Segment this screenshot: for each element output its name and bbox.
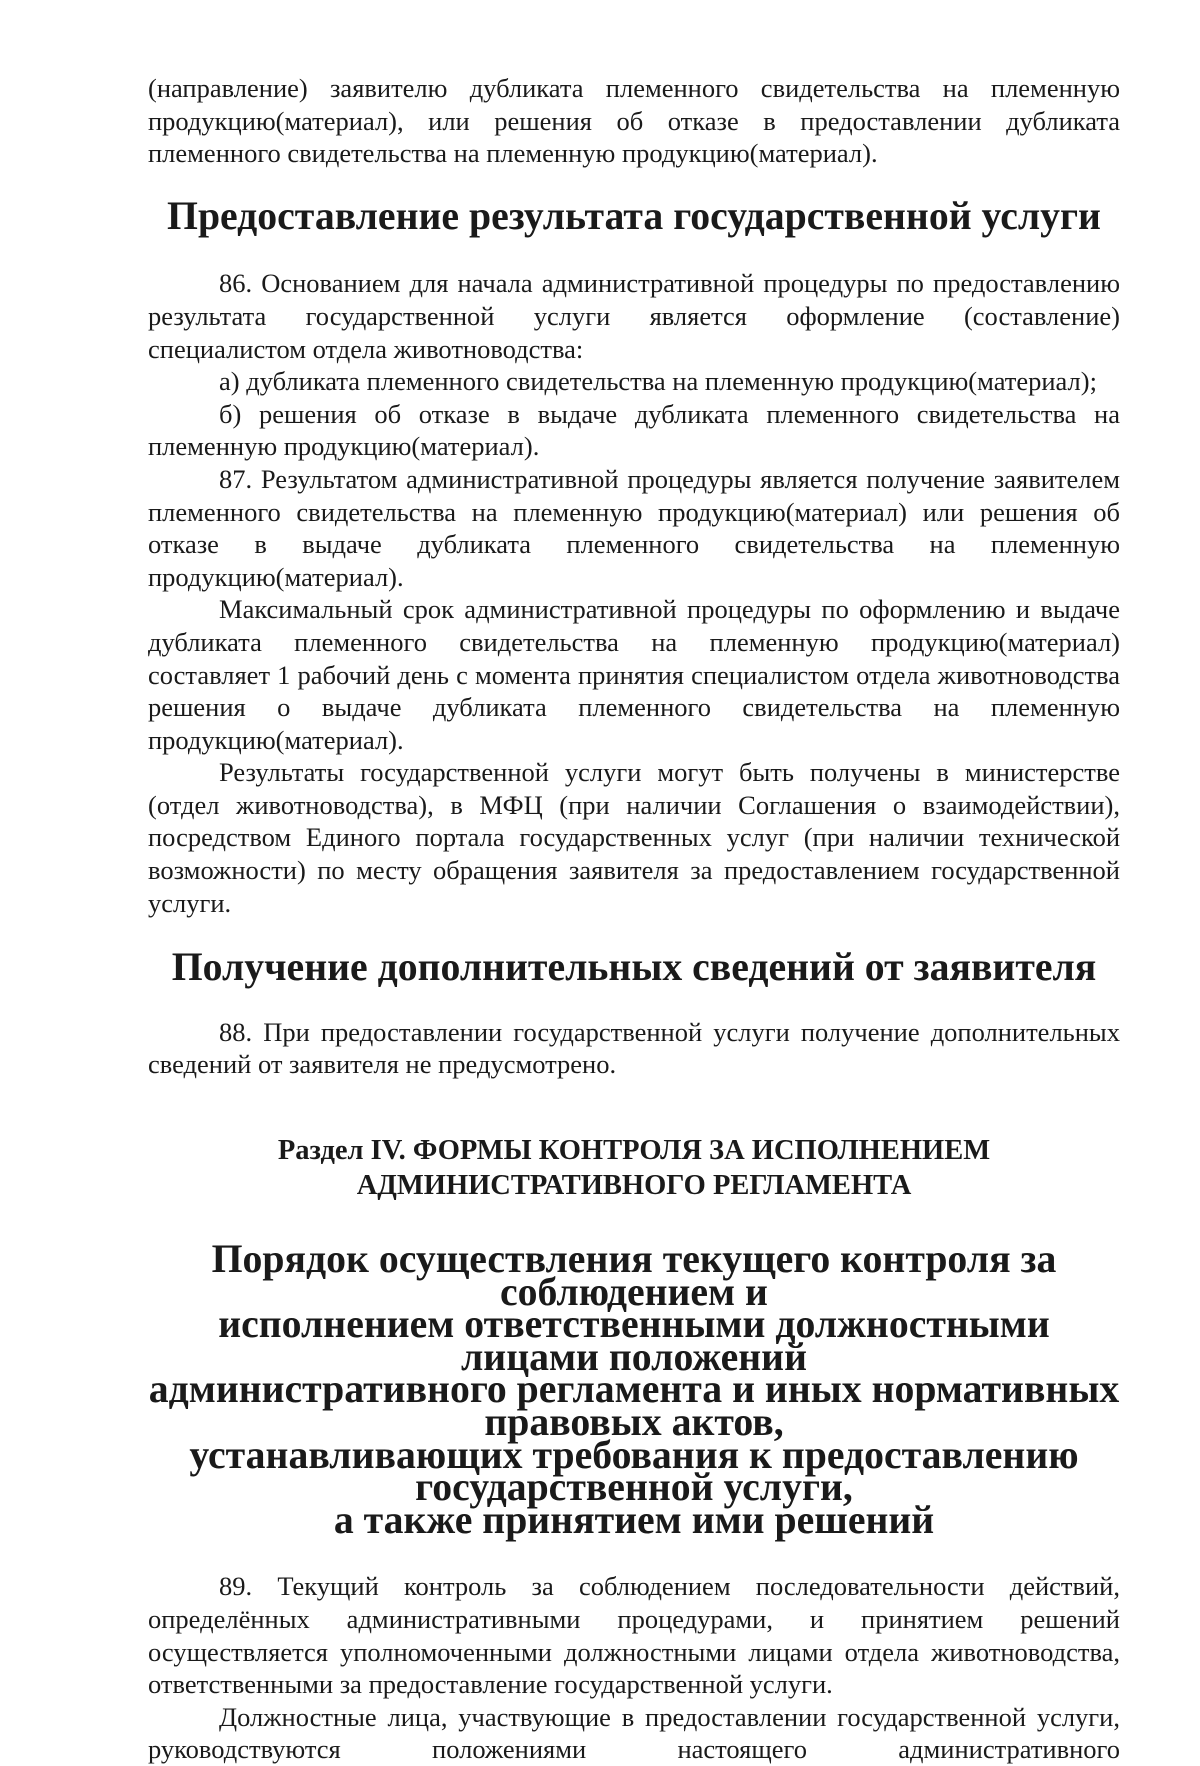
heading-control-order xyxy=(148,1237,1120,1542)
paragraph-86: 86. Основанием для начала административной процедуры по предоставлению результата государственной услуги является оформление (составление) специалистом отдела животноводства: xyxy=(148,268,1120,364)
heading-result-provision: Предоставление результата государственной услуги xyxy=(167,193,1101,238)
paragraph-86-b: б) решения об отказе в выдаче дубликата племенного свидетельства на племенную продукцию(материал). xyxy=(148,398,1120,462)
paragraph-88: 88. При предоставлении государственной услуги получение дополнительных сведений от заявителя не предусмотрено. xyxy=(148,1016,1120,1080)
paragraph-87: 87. Результатом административной процедуры является получение заявителем племенного свидетельства на племенную продукцию(материал) или решения об отказе в выдаче дубликата племенного свидетельства на племенную продукцию(материал). xyxy=(148,463,1120,592)
document-page xyxy=(148,72,1120,1766)
control-order-line-5: а также принятием ими решений xyxy=(333,1497,935,1542)
section-heading-line-2: АДМИНИСТРАТИВНОГО РЕГЛАМЕНТА xyxy=(356,1170,912,1202)
control-order-line-2: исполнением ответственными должностными лицами положений xyxy=(218,1302,1050,1379)
section-heading xyxy=(148,1133,1120,1203)
section-heading-line-1: Раздел IV. ФОРМЫ КОНТРОЛЯ ЗА ИСПОЛНЕНИЕМ xyxy=(277,1135,991,1167)
paragraph-89: 89. Текущий контроль за соблюдением последовательности действий, определённых административными процедурами, и принятием решений осуществляется уполномоченными должностными лицами отдела животноводства, ответственными за предоставление государственной услуги. xyxy=(148,1571,1120,1700)
control-order-line-3: административного регламента и иных нормативных правовых актов, xyxy=(148,1367,1120,1444)
paragraph-87-term: Максимальный срок административной процедуры по оформлению и выдаче дубликата племенного свидетельства на племенную продукцию(материал) составляет 1 рабочий день с момента принятия специалистом отдела животноводства решения о выдаче дубликата племенного свидетельства на племенную продукцию(материал). xyxy=(148,594,1120,755)
paragraph-89-officials: Должностные лица, участвующие в предоставлении государственной услуги, руководствуются положениями настоящего административного xyxy=(148,1701,1120,1765)
paragraph-86-a: а) дубликата племенного свидетельства на племенную продукцию(материал); xyxy=(219,366,1097,397)
control-order-line-1: Порядок осуществления текущего контроля за соблюдением и xyxy=(211,1237,1057,1314)
control-order-line-4: устанавливающих требования к предоставлению государственной услуги, xyxy=(189,1432,1079,1510)
heading-additional-info: Получение дополнительных сведений от заявителя xyxy=(171,945,1097,990)
paragraph-87-results: Результаты государственной услуги могут быть получены в министерстве (отдел животноводства), в МФЦ (при наличии Соглашения о взаимодействии), посредством Единого портала государственных услуг (при наличии технической возможности) по месту обращения заявителя за предоставлением государственной услуги. xyxy=(148,757,1120,918)
paragraph-intro: (направление) заявителю дубликата племенного свидетельства на племенную продукцию(материал), или решения об отказе в предоставлении дубликата племенного свидетельства на племенную продукцию(материал). xyxy=(148,73,1120,169)
